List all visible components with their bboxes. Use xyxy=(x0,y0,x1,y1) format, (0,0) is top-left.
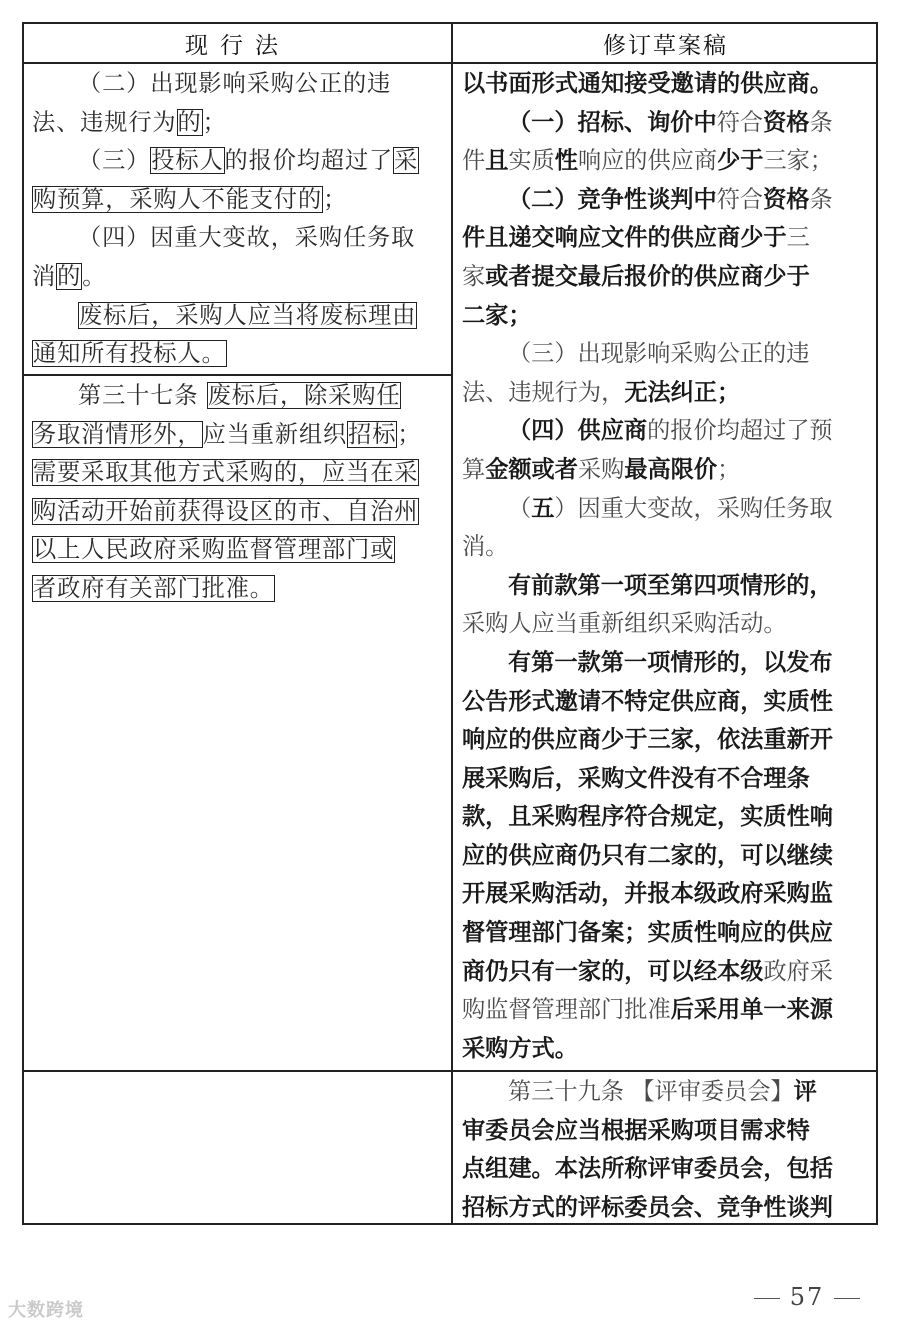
text-line: 公告形式邀请不特定供应商，实质性 xyxy=(462,687,833,715)
text-line: 第三十七条 废标后，除采购任 xyxy=(78,382,401,409)
text-line: 应的供应商仍只有二家的，可以继续 xyxy=(462,841,833,869)
column-divider xyxy=(451,24,453,1223)
left-row2-text xyxy=(32,377,444,609)
deleted-text-box: 招标 xyxy=(348,420,397,448)
text-line: 商仍只有一家的，可以经本级政府采 xyxy=(462,957,833,985)
text-line: 务取消情形外，应当重新组织招标； xyxy=(33,420,422,448)
text-line xyxy=(32,297,444,336)
text-line: 购监督管理部门批准后采用单一来源 xyxy=(462,996,833,1024)
deleted-text-box: 通知所有投标人。 xyxy=(33,340,226,368)
text-line: 款，且采购程序符合规定，实质性响 xyxy=(462,803,833,831)
text-line: 有前款第一项至第四项情形的， xyxy=(508,571,833,599)
text-line: 采购方式。 xyxy=(462,1034,578,1062)
left-row-divider xyxy=(24,374,451,376)
text-line: （四）因重大变故，采购任务取 xyxy=(78,224,416,252)
text-line: 件且实质性响应的供应商少于三家； xyxy=(462,147,833,175)
text-line: （一）招标、询价中符合资格条 xyxy=(508,108,833,136)
text-line xyxy=(32,335,444,374)
text-line xyxy=(32,493,444,532)
text-line: 法、违规行为，无法纠正； xyxy=(462,378,741,406)
text-line: 件且递交响应文件的供应商少于三 xyxy=(462,224,810,252)
comparison-table xyxy=(22,22,878,1225)
right-row2-text xyxy=(462,1073,874,1227)
text-line: 法、违规行为的； xyxy=(32,108,227,136)
text-line: 督管理部门备案；实质性响应的供应 xyxy=(462,919,833,947)
text-line: 招标方式的评标委员会、竞争性谈判 xyxy=(462,1193,833,1221)
header-draft-revision: 修订草案稿 xyxy=(603,32,728,59)
text-line: 第三十九条 【评审委员会】评 xyxy=(508,1078,817,1105)
text-line: 有第一款第一项情形的，以发布 xyxy=(508,648,833,676)
text-line: 消的。 xyxy=(32,262,107,290)
deleted-text-box: 购预算，采购人不能支付的 xyxy=(33,185,323,213)
text-line: 采购人应当重新组织采购活动。 xyxy=(462,610,787,638)
deleted-text-box: 废标后，采购人应当将废标理由 xyxy=(79,301,417,329)
text-line: （二）竞争性谈判中符合资格条 xyxy=(508,185,833,213)
deleted-text-box: 采 xyxy=(394,147,419,175)
text-line: 消。 xyxy=(462,533,509,561)
left-row1-text xyxy=(32,65,444,374)
page-number: 57 xyxy=(742,1283,872,1311)
dash-decoration xyxy=(754,1298,780,1299)
text-line: （三）出现影响采购公正的违 xyxy=(508,340,810,368)
text-line xyxy=(32,570,444,609)
text-line: 开展采购活动，并报本级政府采购监 xyxy=(462,880,833,908)
deleted-text-box: 废标后，除采购任 xyxy=(207,382,401,409)
dash-decoration xyxy=(834,1298,860,1299)
header-divider xyxy=(24,62,876,64)
text-line: 二家； xyxy=(462,301,532,329)
deleted-text-box: 购活动开始前获得设区的市、自治州 xyxy=(33,497,419,525)
deleted-text-box: 务取消情形外， xyxy=(33,420,202,448)
text-line: （五）因重大变故，采购任务取 xyxy=(508,494,833,522)
deleted-text-box: 需要采取其他方式采购的，应当在采 xyxy=(33,459,419,487)
header-current-law: 现行法 xyxy=(185,32,290,59)
text-line: （二）出现影响采购公正的违 xyxy=(78,70,392,97)
text-line xyxy=(32,531,444,570)
text-line: （三）投标人的报价均超过了采 xyxy=(78,147,419,175)
text-line: 购预算，采购人不能支付的； xyxy=(33,185,348,213)
deleted-text-box: 的 xyxy=(57,262,82,290)
text-line: 点组建。本法所称评审委员会，包括 xyxy=(462,1155,833,1183)
text-line xyxy=(32,454,444,493)
deleted-text-box: 以上人民政府采购监督管理部门或 xyxy=(33,536,395,564)
deleted-text-box: 的 xyxy=(177,108,202,136)
right-row1-text xyxy=(462,65,874,1068)
deleted-text-box: 者政府有关部门批准。 xyxy=(33,574,274,602)
text-line: 审委员会应当根据采购项目需求特 xyxy=(462,1116,810,1144)
text-line: 家或者提交最后报价的供应商少于 xyxy=(462,262,810,290)
watermark: 大数跨境 xyxy=(8,1300,84,1321)
text-line: 响应的供应商少于三家，依法重新开 xyxy=(462,726,833,754)
row-divider xyxy=(24,1070,876,1072)
text-line: 算金额或者采购最高限价； xyxy=(462,455,741,483)
deleted-text-box: 投标人 xyxy=(151,147,224,175)
text-line: 展采购后，采购文件没有不合理条 xyxy=(462,764,810,792)
text-line: 以书面形式通知接受邀请的供应商。 xyxy=(462,70,833,97)
text-line: （四）供应商的报价均超过了预 xyxy=(508,417,833,445)
